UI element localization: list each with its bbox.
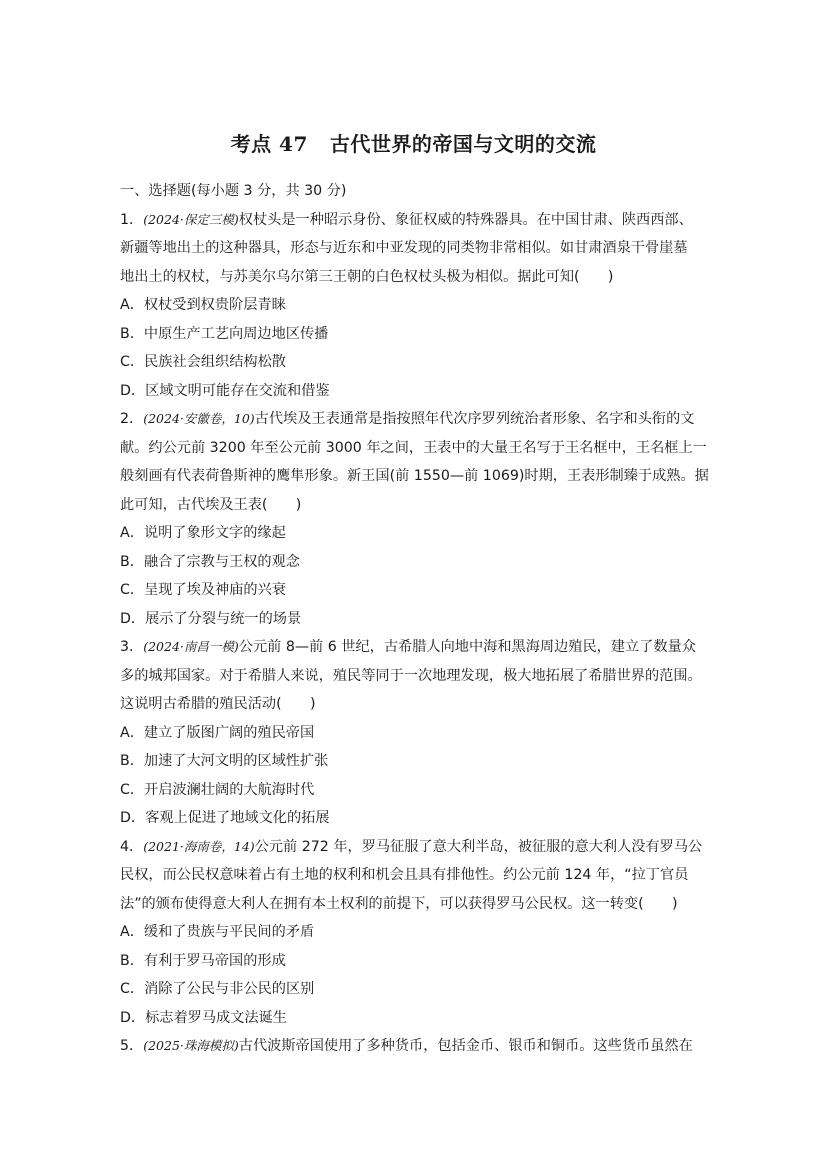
question-stem-line: 民权，而公民权意味着占有土地的权利和机会且具有排他性。约公元前 124 年，“拉丁官员 xyxy=(120,867,689,883)
question-stem-first-line xyxy=(120,833,710,862)
answer-option: D．区域文明可能存在交流和借鉴 xyxy=(120,382,330,399)
question-stem-line: 法”的颁布使得意大利人在拥有本土权利的前提下，可以获得罗马公民权。这一转变( ) xyxy=(120,895,678,912)
question-stem-line: 此可知，古代埃及王表( ) xyxy=(120,496,302,513)
question-number: 4． xyxy=(120,838,144,855)
answer-option: B．中原生产工艺向周边地区传播 xyxy=(120,325,329,342)
question-stem-line: 新疆等地出土的这种器具，形态与近东和中亚发现的同类物非常相似。如甘肃酒泉干骨崖墓 xyxy=(120,240,688,256)
answer-option: A．说明了象形文字的缘起 xyxy=(120,525,286,541)
question-source: (2025·珠海模拟) xyxy=(143,1038,239,1053)
question-stem-line: 献。约公元前 3200 年至公元前 3000 年之间，王表中的大量王名写于王名框中，王名框上一 xyxy=(120,439,707,456)
answer-option: C．民族社会组织结构松散 xyxy=(120,354,286,370)
question-stem-first-line xyxy=(120,1032,710,1061)
answer-option: A．缓和了贵族与平民间的矛盾 xyxy=(120,924,315,940)
answer-option: A．权杖受到权贵阶层青睐 xyxy=(120,297,286,313)
question-number: 3． xyxy=(120,639,144,655)
answer-option: D．展示了分裂与统一的场景 xyxy=(120,610,302,627)
question-stem-line: 这说明古希腊的殖民活动( ) xyxy=(120,696,316,712)
title-prefix: 考点 47 xyxy=(230,132,308,156)
question-text: 古代埃及王表通常是指按照年代次序罗列统治者形象、名字和头衔的文 xyxy=(254,411,695,427)
answer-option: B．有利于罗马帝国的形成 xyxy=(120,952,286,969)
question-number: 5． xyxy=(120,1038,144,1054)
answer-option: C．开启波澜壮阔的大航海时代 xyxy=(120,781,315,798)
title-text: 古代世界的帝国与文明的交流 xyxy=(329,132,597,156)
question-source: (2024·安徽卷，10) xyxy=(143,411,255,426)
page-title xyxy=(0,128,827,157)
question-stem-first-line xyxy=(120,206,710,235)
answer-option: B．融合了宗教与王权的观念 xyxy=(120,553,300,570)
answer-option: C．消除了公民与非公民的区别 xyxy=(120,981,315,997)
answer-option: A．建立了版图广阔的殖民帝国 xyxy=(120,724,315,741)
answer-option: D．标志着罗马成文法诞生 xyxy=(120,1009,287,1026)
question-stem-line: 般刻画有代表荷鲁斯神的鹰隼形象。新王国(前 1550—前 1069)时期，王表形制臻于成熟。据 xyxy=(120,468,709,484)
question-source: (2024·南昌一模) xyxy=(143,639,239,654)
question-number: 1． xyxy=(120,211,144,228)
question-stem-line: 多的城邦国家。对于希腊人来说，殖民等同于一次地理发现，极大地拓展了希腊世界的范围。 xyxy=(120,667,702,684)
question-text: 公元前 272 年，罗马征服了意大利半岛，被征服的意大利人没有罗马公 xyxy=(254,838,703,855)
answer-option: D．客观上促进了地域文化的拓展 xyxy=(120,810,330,826)
section-heading: 一、选择题(每小题 3 分，共 30 分) xyxy=(120,183,347,199)
question-list xyxy=(120,177,710,1061)
answer-option: C．呈现了埃及神庙的兴衰 xyxy=(120,582,286,598)
question-source: (2024·保定三模) xyxy=(143,211,239,227)
answer-option: B．加速了大河文明的区域性扩张 xyxy=(120,753,329,769)
question-text: 古代波斯帝国使用了多种货币，包括金币、银币和铜币。这些货币虽然在 xyxy=(238,1038,693,1054)
question-stem-first-line xyxy=(120,633,710,662)
question-number: 2． xyxy=(120,411,144,427)
question-text: 公元前 8—前 6 世纪，古希腊人向地中海和黑海周边殖民，建立了数量众 xyxy=(238,639,696,655)
question-text: 权杖头是一种昭示身份、象征权威的特殊器具。在中国甘肃、陕西西部、 xyxy=(238,211,693,228)
question-source: (2021·海南卷，14) xyxy=(143,838,255,854)
question-stem-line: 地出土的权杖，与苏美尔乌尔第三王朝的白色权杖头极为相似。据此可知( ) xyxy=(120,268,614,285)
question-stem-first-line xyxy=(120,405,710,434)
